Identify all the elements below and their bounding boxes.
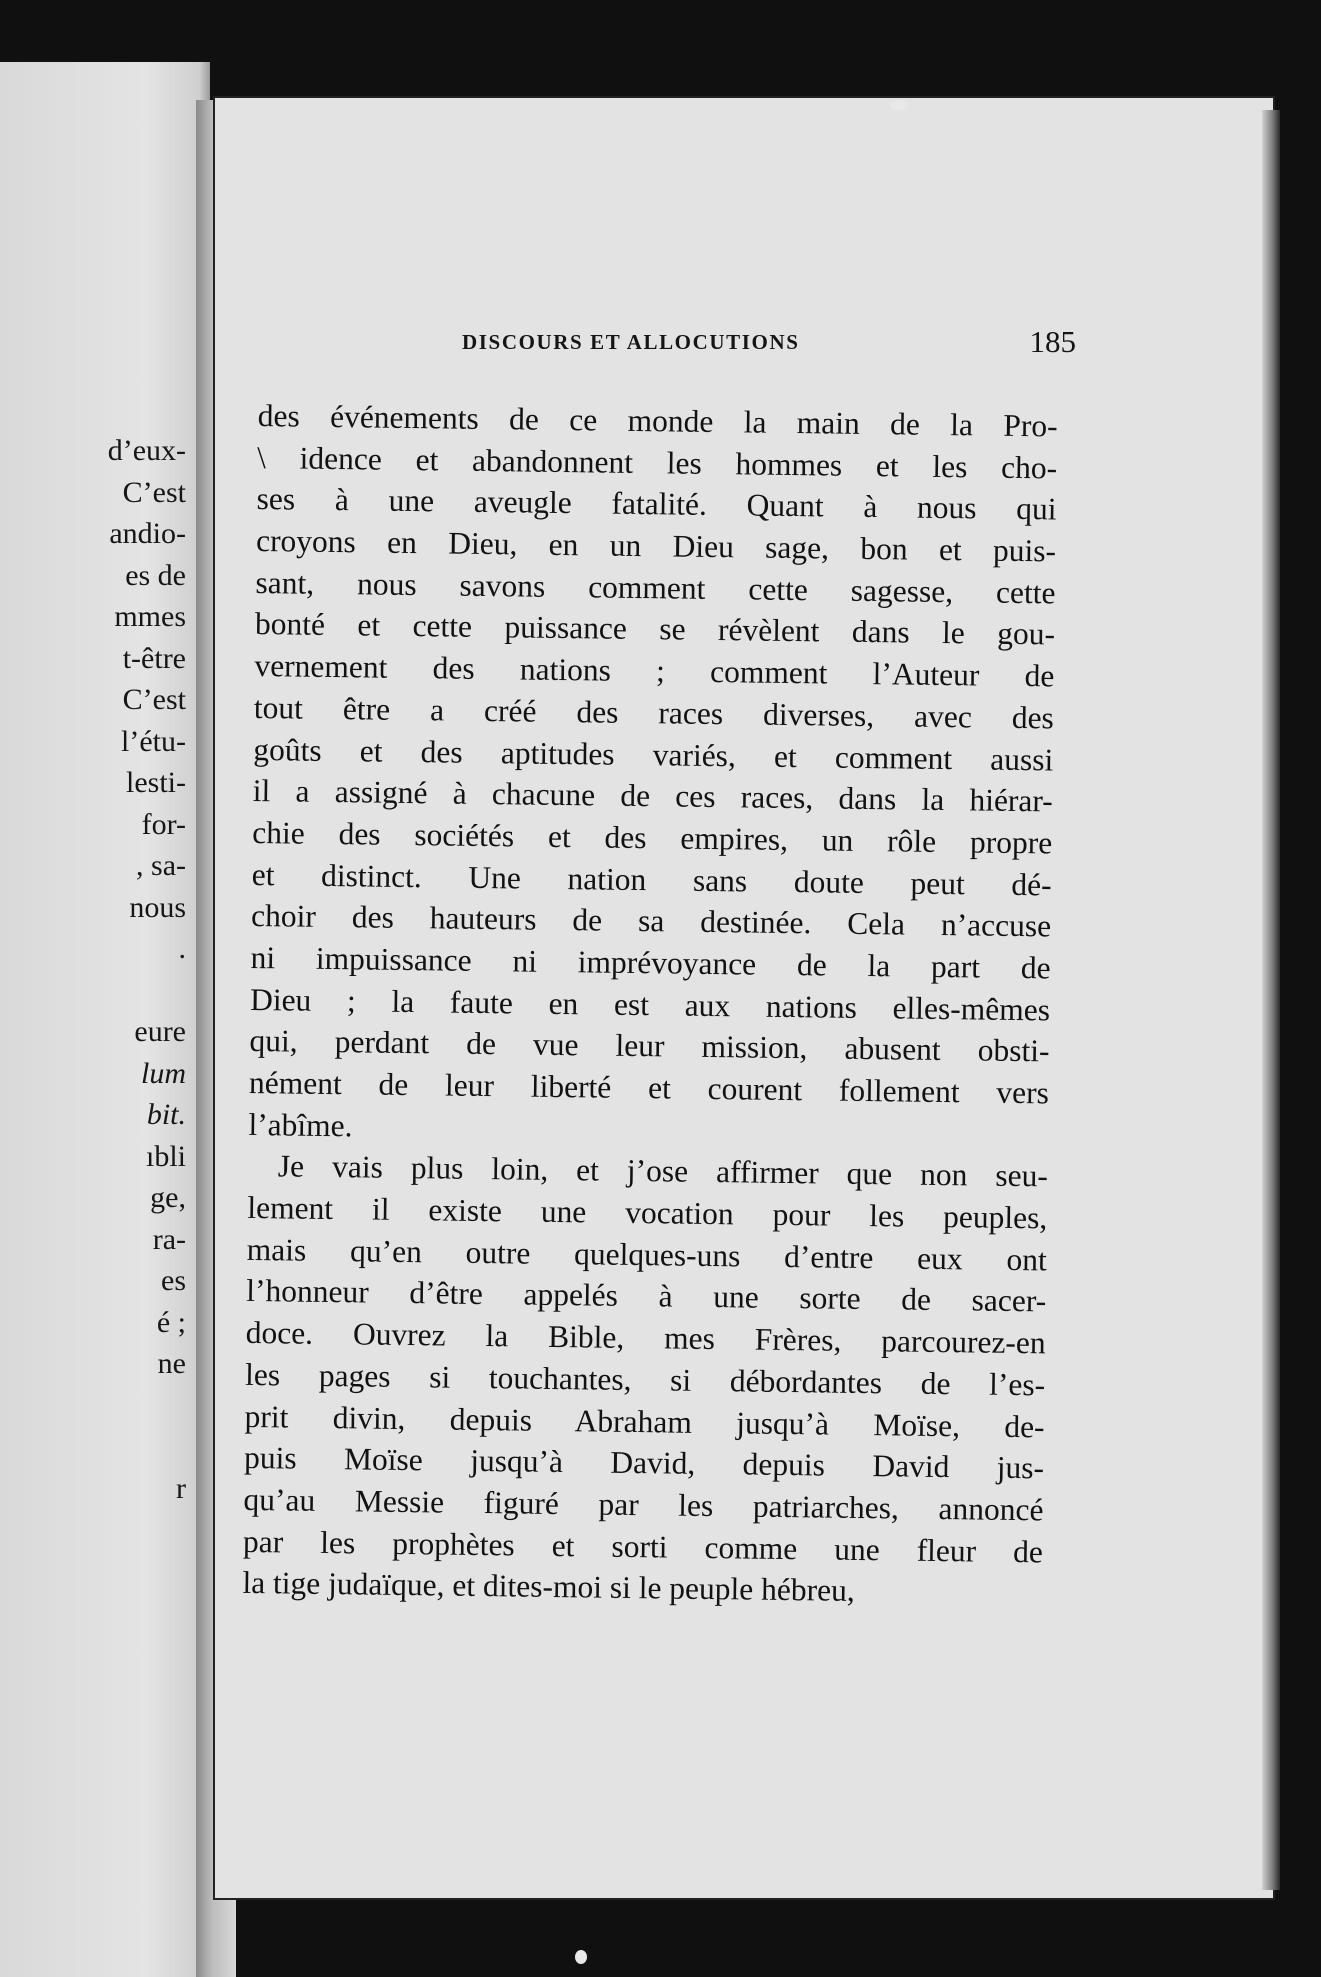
- text-line: bonté et cette puissance se révèlent dans le gou-: [254, 606, 1056, 652]
- left-page-line: [0, 970, 186, 1012]
- dust-speck: [890, 100, 908, 110]
- dust-speck: [575, 1950, 587, 1964]
- left-page-line: [0, 1426, 186, 1468]
- text-line: ses à une aveugle fatalité. Quant à nous qui: [256, 481, 1057, 527]
- left-page-line: , sa-: [136, 849, 186, 882]
- text-line: les pages si touchantes, si débordantes de l’es-: [244, 1356, 1046, 1403]
- left-page-line: for-: [141, 807, 186, 841]
- text-line: et distinct. Une nation sans doute peut dé-: [251, 856, 1052, 902]
- paragraph: [242, 1145, 1048, 1614]
- text-line: des événements de ce monde la main de la Pro-: [257, 397, 1058, 444]
- left-page-line: d’eux-: [107, 434, 186, 467]
- text-line: Dieu ; la faute en est aux nations elles-mêmes: [249, 981, 1051, 1028]
- text-line: l’abîme.: [248, 1106, 353, 1143]
- text-line: doce. Ouvrez la Bible, mes Frères, parcourez-en: [245, 1315, 1046, 1361]
- page-header: [462, 324, 1076, 366]
- text-line: lement il existe une vocation pour les peuples,: [247, 1189, 1048, 1236]
- text-line: \ idence et abandonnent les hommes et les cho-: [256, 439, 1058, 486]
- text-line: par les prophètes et sorti comme une fleur de: [242, 1523, 1044, 1569]
- left-page-line: [0, 1385, 186, 1427]
- text-line: la tige judaïque, et dites-moi si le peuple hébreu,: [242, 1565, 855, 1609]
- left-page-line: ge,: [150, 1181, 186, 1214]
- left-page-line: C’est: [122, 475, 186, 509]
- text-line: tout être a créé des races diverses, avec des: [253, 689, 1055, 736]
- left-page-line: lum: [141, 1056, 186, 1090]
- left-page-line: bit.: [146, 1098, 186, 1131]
- text-line: mais qu’en outre quelques-uns d’entre eux ont: [246, 1231, 1047, 1278]
- text-line: choir des hauteurs de sa destinée. Cela n’accuse: [250, 898, 1052, 944]
- text-line: sant, nous savons comment cette sagesse, cette: [255, 564, 1056, 611]
- left-page-line: t-être: [122, 641, 186, 675]
- text-line: croyons en Dieu, en un Dieu sage, bon et puis-: [255, 523, 1057, 569]
- left-page-line: mmes: [114, 600, 186, 633]
- left-page-text-fragments: [0, 430, 186, 1509]
- left-page: [0, 62, 210, 1977]
- left-page-line: C’est: [122, 683, 186, 716]
- left-page-line: é ;: [156, 1305, 186, 1339]
- left-page-line: es: [161, 1264, 186, 1297]
- left-page-line: es de: [125, 558, 186, 592]
- text-line: ni impuissance ni imprévoyance de la part de: [250, 939, 1051, 986]
- right-page-edge-shadow: [1262, 110, 1280, 1890]
- text-line: chie des sociétés et des empires, un rôle propre: [252, 814, 1053, 861]
- text-line: Je vais plus loin, et j’ose affirmer que non seu-: [277, 1148, 1049, 1194]
- left-page-line: eure: [134, 1015, 186, 1048]
- left-page-line: .: [178, 932, 186, 965]
- text-line: nément de leur liberté et courent follement vers: [248, 1064, 1050, 1111]
- body-text: [242, 395, 1058, 1614]
- left-page-line: ra-: [152, 1222, 186, 1256]
- left-page-line: l’étu-: [121, 724, 186, 758]
- text-line: il a assigné à chacune de ces races, dans la hiérar-: [252, 773, 1053, 819]
- left-page-line: andio-: [109, 517, 186, 550]
- text-line: prit divin, depuis Abraham jusqu’à Moïse, de-: [244, 1398, 1045, 1444]
- page-number: 185: [1029, 324, 1076, 359]
- left-page-line: ne: [157, 1347, 186, 1380]
- left-page-line: r: [176, 1471, 186, 1505]
- text-line: qu’au Messie figuré par les patriarches, annoncé: [243, 1481, 1044, 1528]
- paragraph: [248, 395, 1058, 1156]
- text-line: l’honneur d’être appelés à une sorte de sacer-: [246, 1273, 1047, 1319]
- text-line: puis Moïse jusqu’à David, depuis David jus-: [243, 1440, 1045, 1486]
- left-page-line: ıbli: [145, 1139, 186, 1173]
- text-line: qui, perdant de vue leur mission, abusent obsti-: [249, 1023, 1050, 1069]
- left-page-line: lesti-: [126, 766, 186, 799]
- text-line: vernement des nations ; comment l’Auteur de: [254, 648, 1055, 694]
- left-page-line: nous: [129, 890, 186, 924]
- running-head: DISCOURS ET ALLOCUTIONS: [462, 330, 800, 354]
- text-line: goûts et des aptitudes variés, et comment aussi: [253, 731, 1054, 777]
